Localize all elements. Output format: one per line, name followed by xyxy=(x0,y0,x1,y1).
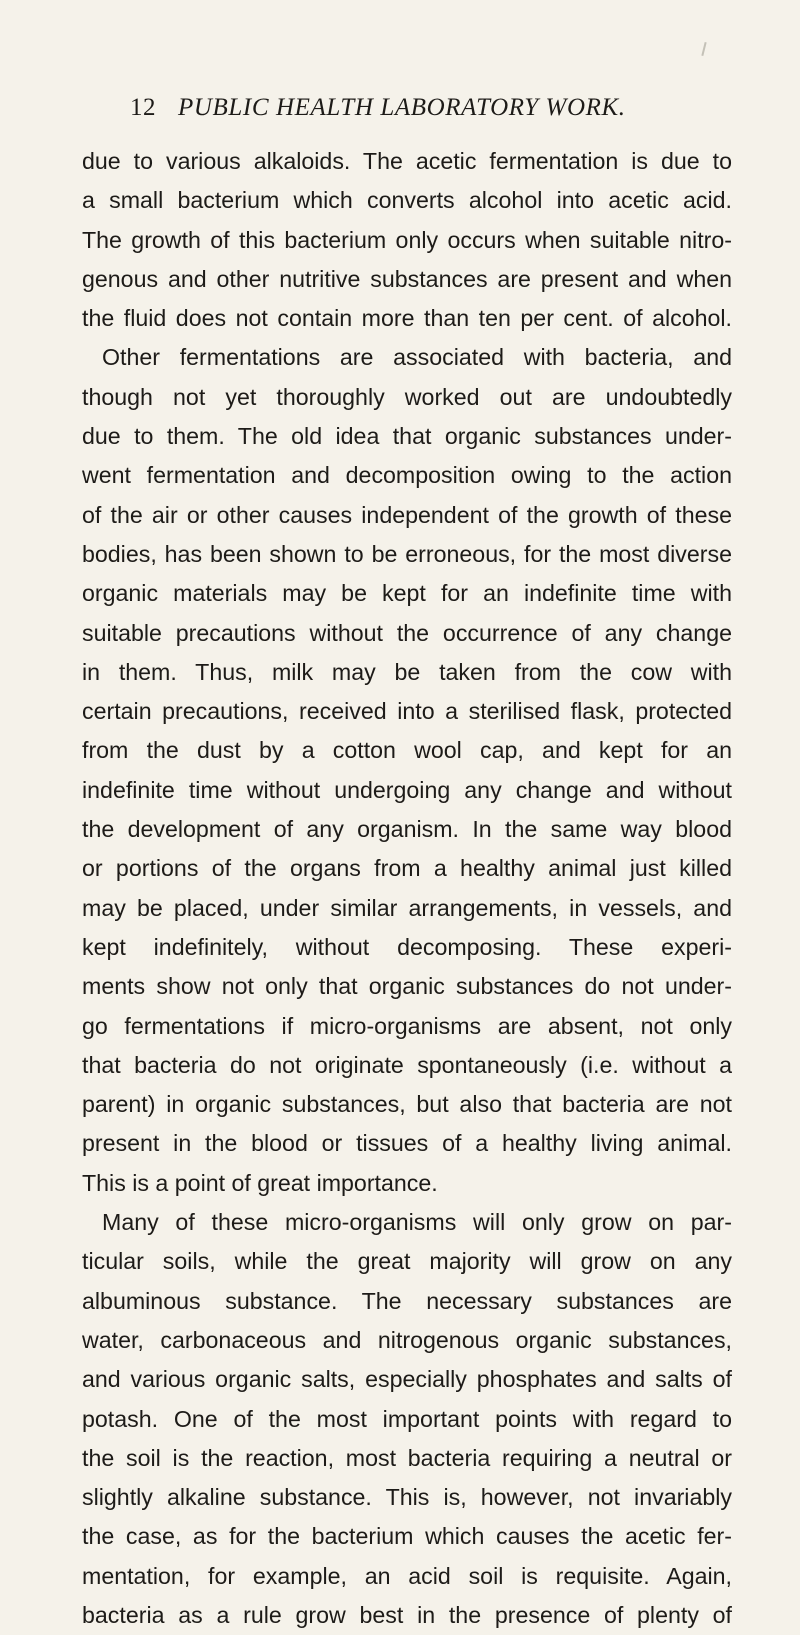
text-line: indefinite time without undergoing any change and without xyxy=(82,776,732,803)
text-line: ticular soils, while the great majority will grow on any xyxy=(82,1248,732,1275)
text-line: parent) in organic substances, but also that bacteria are not xyxy=(82,1091,732,1118)
text-line: the fluid does not contain more than ten per cent. of alcohol. xyxy=(82,305,732,332)
text-line: and various organic salts, especially phosphates and salts of xyxy=(82,1366,732,1393)
text-line: due to them. The old idea that organic substances under- xyxy=(82,423,732,450)
text-line: Many of these micro-organisms will only grow on par- xyxy=(102,1209,732,1236)
text-line: potash. One of the most important points with regard to xyxy=(82,1405,732,1432)
text-line: a small bacterium which converts alcohol into acetic acid. xyxy=(82,187,732,214)
text-line: go fermentations if micro-organisms are absent, not only xyxy=(82,1012,732,1039)
text-line: The growth of this bacterium only occurs when suitable nitro- xyxy=(82,226,732,253)
text-line: bodies, has been shown to be erroneous, for the most diverse xyxy=(82,540,732,567)
text-line: due to various alkaloids. The acetic fermentation is due to xyxy=(82,148,732,174)
text-line: genous and other nutritive substances are present and when xyxy=(82,265,732,292)
text-line: albuminous substance. The necessary substances are xyxy=(82,1287,732,1314)
text-line: the case, as for the bacterium which causes the acetic fer- xyxy=(82,1523,732,1550)
text-line: from the dust by a cotton wool cap, and kept for an xyxy=(82,737,732,764)
text-line: Other fermentations are associated with bacteria, and xyxy=(102,344,732,371)
text-line: certain precautions, received into a sterilised flask, protected xyxy=(82,698,732,725)
text-line: the soil is the reaction, most bacteria requiring a neutral or xyxy=(82,1444,732,1471)
text-line: ments show not only that organic substances do not under- xyxy=(82,973,732,1000)
text-line: present in the blood or tissues of a healthy living animal. xyxy=(82,1130,732,1157)
running-title: PUBLIC HEALTH LABORATORY WORK. xyxy=(178,94,626,121)
text-line: of the air or other causes independent of the growth of these xyxy=(82,501,732,528)
text-line: suitable precautions without the occurrence of any change xyxy=(82,619,732,646)
text-line: This is a point of great importance. xyxy=(82,1169,438,1196)
page-number: 12 xyxy=(130,94,156,121)
body-text xyxy=(82,142,732,1635)
text-line: or portions of the organs from a healthy animal just killed xyxy=(82,855,732,882)
text-line: may be placed, under similar arrangements, in vessels, and xyxy=(82,894,732,921)
text-line: the development of any organism. In the same way blood xyxy=(82,816,732,843)
text-line: that bacteria do not originate spontaneously (i.e. without a xyxy=(82,1051,732,1078)
running-head xyxy=(130,92,770,124)
text-line: slightly alkaline substance. This is, however, not invariably xyxy=(82,1484,732,1511)
text-line: in them. Thus, milk may be taken from the cow with xyxy=(82,658,732,685)
text-line: kept indefinitely, without decomposing. These experi- xyxy=(82,933,732,960)
text-line: bacteria as a rule grow best in the presence of plenty of xyxy=(82,1601,732,1628)
text-line: mentation, for example, an acid soil is requisite. Again, xyxy=(82,1562,732,1589)
text-line: though not yet thoroughly worked out are undoubtedly xyxy=(82,383,732,410)
text-line: organic materials may be kept for an indefinite time with xyxy=(82,580,732,607)
text-line: water, carbonaceous and nitrogenous organic substances, xyxy=(82,1326,732,1353)
text-line: went fermentation and decomposition owing to the action xyxy=(82,462,732,489)
ink-mark xyxy=(701,42,706,56)
